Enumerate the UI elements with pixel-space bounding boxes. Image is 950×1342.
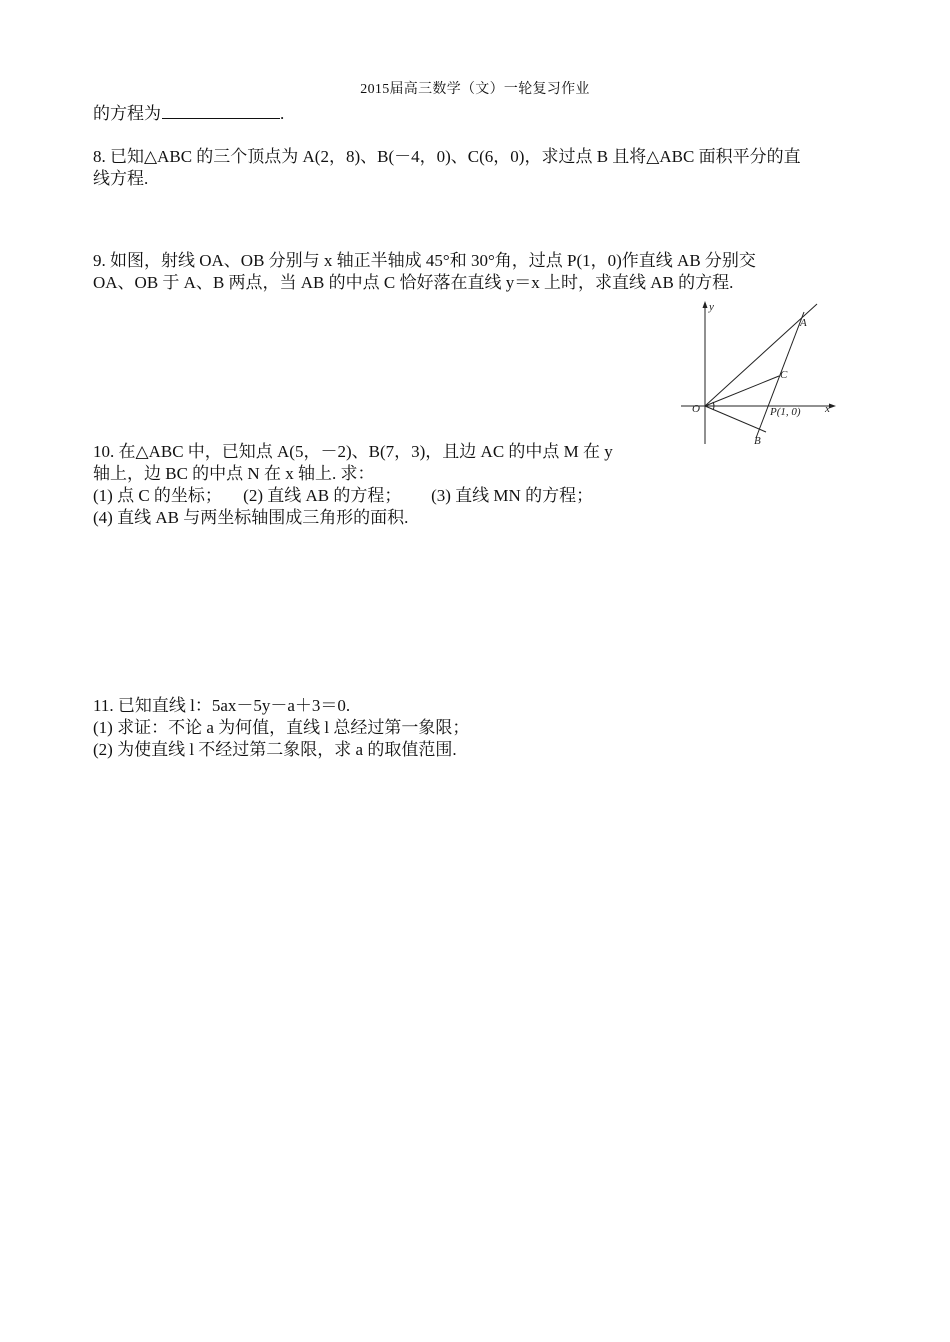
q10-line-2: 轴上，边 BC 的中点 N 在 x 轴上. 求： (93, 464, 375, 483)
label-o: O (692, 403, 700, 415)
label-x: x (825, 403, 830, 415)
q10-line-1: 10. 在△ABC 中，已知点 A(5，－2)、B(7，3)，且边 AC 的中点 M 在 y (93, 442, 613, 461)
q11-line-2: (1) 求证：不论 a 为何值，直线 l 总经过第一象限； (93, 718, 470, 737)
q10-line-4: (4) 直线 AB 与两坐标轴围成三角形的面积. (93, 508, 409, 527)
q9-line-2: OA、OB 于 A、B 两点，当 AB 的中点 C 恰好落在直线 y＝x 上时，求直线 AB 的方程. (93, 273, 734, 292)
q8-line-1: 8. 已知△ABC 的三个顶点为 A(2，8)、B(－4，0)、C(6，0)，求过点 B 且将△ABC 面积平分的直 (93, 147, 801, 166)
page-header: 2015届高三数学（文）一轮复习作业 (360, 82, 590, 97)
q7-suffix: . (280, 104, 285, 123)
answer-blank (162, 104, 280, 119)
q11-line-1: 11. 已知直线 l：5ax－5y－a＋3＝0. (93, 696, 351, 715)
q9-line-1: 9. 如图，射线 OA、OB 分别与 x 轴正半轴成 45°和 30°角，过点 P(1，0)作直线 AB 分别交 (93, 251, 756, 270)
label-a: A (800, 317, 807, 329)
q9-figure (676, 298, 846, 448)
q11-line-3: (2) 为使直线 l 不经过第二象限，求 a 的取值范围. (93, 740, 457, 759)
segment-oc (705, 376, 779, 406)
label-p: P(1, 0) (770, 406, 801, 418)
q7-prefix: 的方程为 (93, 104, 161, 123)
q10-line-3: (1) 点 C 的坐标； (2) 直线 AB 的方程； (3) 直线 MN 的方程； (93, 486, 594, 505)
q7-answer-line (93, 103, 284, 125)
label-c: C (780, 369, 788, 381)
x-axis-arrow (829, 404, 836, 409)
label-b: B (754, 435, 761, 447)
q8-line-2: 线方程. (93, 169, 149, 188)
ray-ob (705, 406, 766, 432)
y-axis-arrow (703, 301, 708, 308)
label-y: y (709, 301, 714, 313)
